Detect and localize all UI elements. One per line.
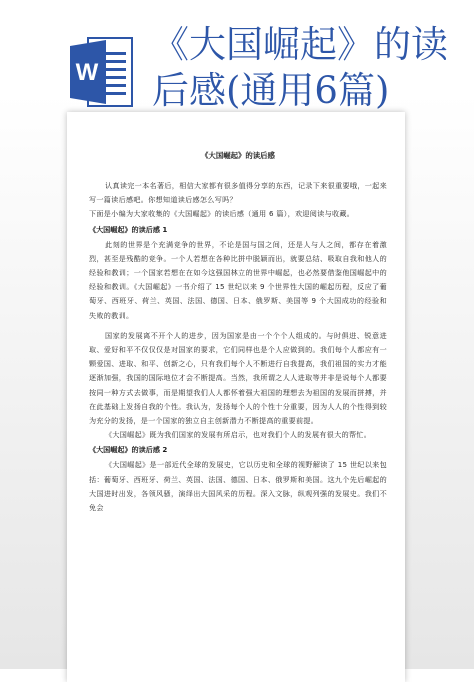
document-page: [67, 112, 405, 682]
section1-paragraph-3: 《大国崛起》既为我们国家的发展有所启示，也对我们个人的发展有很大的帮忙。: [105, 430, 372, 440]
title-line-2: 后感(通用6篇): [152, 69, 390, 112]
section-heading-2: 《大国崛起》的读后感 2: [89, 445, 168, 455]
document-title: 《大国崛起》的读后感: [201, 151, 275, 160]
word-document-icon: [70, 36, 134, 108]
svg-text:W: W: [75, 59, 99, 86]
section-heading-1: 《大国崛起》的读后感 1: [89, 224, 168, 234]
page-title: [152, 22, 462, 114]
title-line-1: 《大国崛起》的读: [152, 23, 448, 66]
section2-paragraph-1: 《大国崛起》是一部近代全球的发展史，它以历史和全球的视野解读了 15 世纪以来包括：葡萄牙、西班牙、荷兰、英国、法国、德国、日本、俄罗斯和美国。这九个先后崛起的大国进时出发，各领风骚，演绎出大国风采的历程。深入文脉，纵观列强的发展史。我们不免会: [89, 460, 387, 513]
intro-paragraph: 认真读完一本名著后，相信大家都有很多值得分享的东西，记录下来很重要哦，一起来写一篇读后感吧。你想知道读后感怎么写吗？: [89, 181, 387, 205]
section1-paragraph-1: 此刻的世界是个充满竞争的世界，不论是国与国之间，还是人与人之间，都存在着激烈，甚至是残酷的竞争。一个人若想在各种比拼中脱颖而出，就要总结、吸取自我和他人的经验和教训；一个国家若想在在如今这强国林立的世界中崛起，也必然要借鉴他国崛起中的经验和教训。《大国崛起》一书介绍了 15 世纪以来 9 个世界性大国的崛起历程，反应了葡萄牙、西班牙、荷兰、英国、法国、德国、日本、俄罗斯、美国等 9 个大国成功的经验和失败的教训。: [89, 239, 387, 320]
intro-paragraph-2: 下面是小编为大家收集的《大国崛起》的读后感（通用 6 篇），欢迎阅读与收藏。: [89, 209, 355, 219]
section1-paragraph-2: 国家的发展离不开个人的进步，因为国家是由一个个个人组成的。与时俱进、锐意进取、爱好和平不仅仅仅是对国家的要求，它们同样也是个人应做到的。我们每个人都应有一颗爱国、进取、和平、创新之心，只有我们每个人不断进行自我提高，我们祖国的实力才能逐渐加强，我国的国际地位才会不断提高。当然，我所谓之人人进取等并非是说每个人都要按同一种方式去做事，而是期望我们人人都怀着强大祖国的理想去为祖国的发展而拼搏，并在此基础上发扬自我的个性。我认为，发扬每个人的个性十分重要，因为人人的个性得到较为充分的发扬，是一个国家的独立自主创新潜力不断提高的重要前提。: [89, 330, 387, 426]
